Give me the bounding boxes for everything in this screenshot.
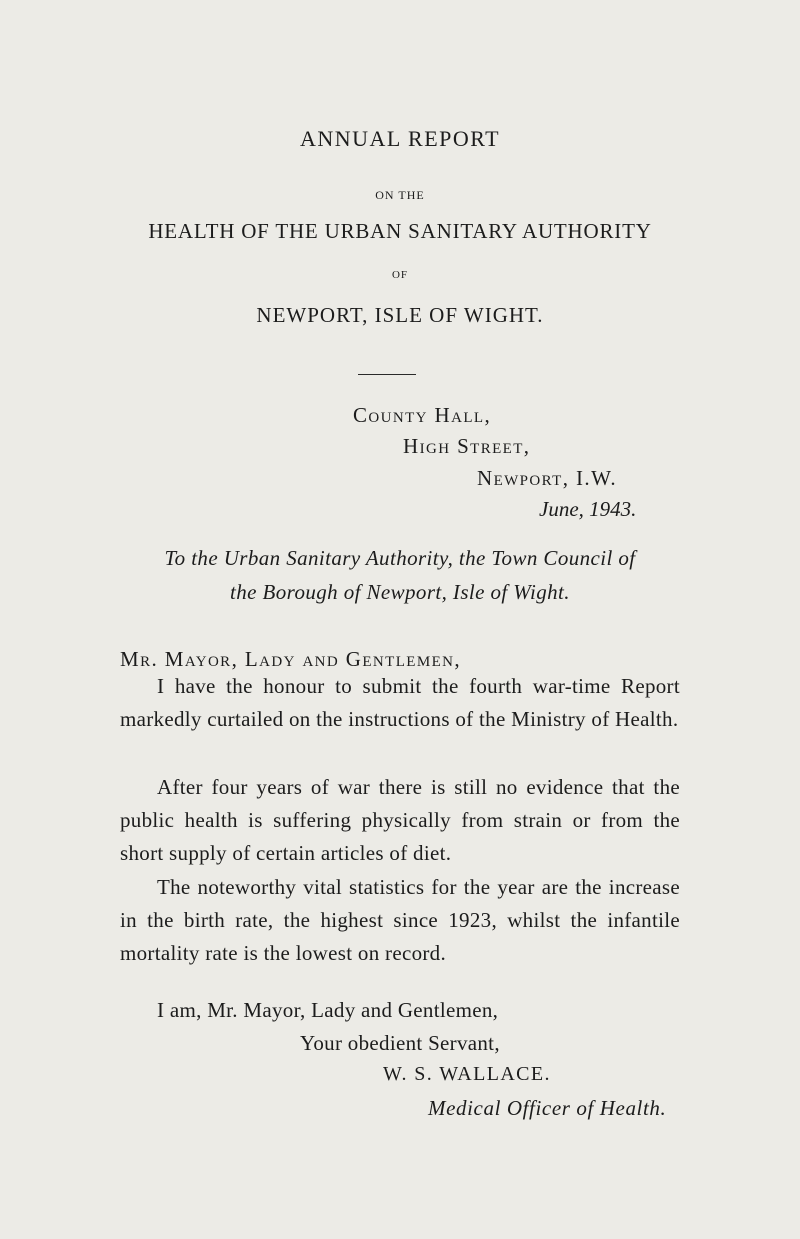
report-title: ANNUAL REPORT xyxy=(299,126,501,151)
on-the-label: ON THE xyxy=(375,188,425,202)
report-date: June, 1943. xyxy=(539,497,637,521)
closing-line-2: Your obedient Servant, xyxy=(300,1031,500,1055)
of-label: OF xyxy=(391,269,409,281)
body-paragraph-3: The noteworthy vital statistics for the year are the increase in the birth rate, the highest since 1923, whilst the infantile mortality rate is the lowest on record. xyxy=(120,875,680,965)
addressee-line-1: To the Urban Sanitary Authority, the Town Council of xyxy=(164,546,636,570)
address-line-2: High Street, xyxy=(403,434,531,458)
addressee-line-2: the Borough of Newport, Isle of Wight. xyxy=(230,580,570,604)
body-paragraph-2: After four years of war there is still no evidence that the public health is suffering physically from strain or from the short supply of certain articles of diet. xyxy=(120,775,680,865)
salutation: Mr. Mayor, Lady and Gentlemen, xyxy=(120,647,462,671)
divider-rule xyxy=(358,374,416,375)
report-place: NEWPORT, ISLE OF WIGHT. xyxy=(256,303,544,327)
signature: W. S. WALLACE. xyxy=(383,1063,551,1085)
closing-line-1: I am, Mr. Mayor, Lady and Gentlemen, xyxy=(157,998,499,1022)
address-line-1: County Hall, xyxy=(353,403,492,427)
signatory-title: Medical Officer of Health. xyxy=(428,1096,667,1120)
report-subject: HEALTH OF THE URBAN SANITARY AUTHORITY xyxy=(148,219,652,243)
body-paragraph-1: I have the honour to submit the fourth war-time Report markedly curtailed on the instructions of the Ministry of Health. xyxy=(120,674,680,731)
address-line-3: Newport, I.W. xyxy=(477,466,618,490)
